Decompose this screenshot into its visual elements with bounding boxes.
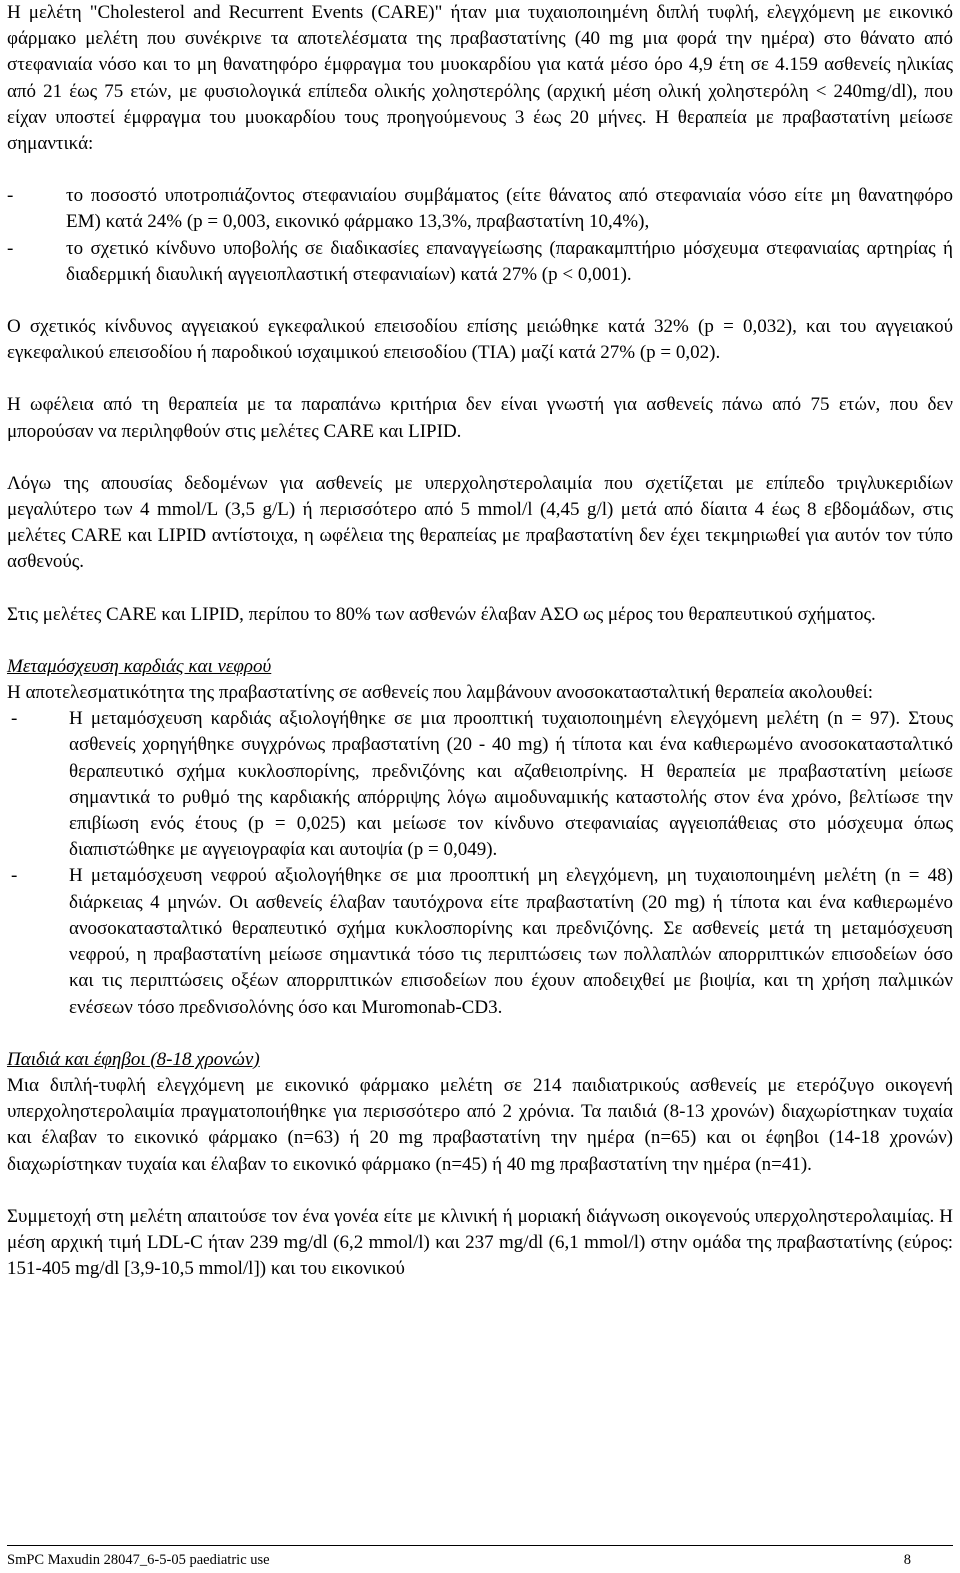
stroke-paragraph: Ο σχετικός κίνδυνος αγγειακού εγκεφαλικού επεισοδίου επίσης μειώθηκε κατά 32% (p = 0,032), και του αγγειακού εγκεφαλικού επεισοδίου ή παροδικού ισχαιμικού επεισοδίου (TIA) μαζί κατά 27% (p = 0,02). [7,316,953,364]
document-page [7,0,953,1282]
spacer [7,288,953,314]
transplant-list [7,706,953,1020]
age-paragraph: Η ωφέλεια από τη θεραπεία με τα παραπάνω κριτήρια δεν είναι γνωστή για ασθενείς πάνω από 75 ετών, που δεν μπορούσαν να περιληφθούν στις μελέτες CARE και LIPID. [7,394,953,442]
list-item-text: το σχετικό κίνδυνο υποβολής σε διαδικασίες επαναγγείωσης (παρακαμπτήριο μόσχευμα στεφανιαίας αρτηρίας ή διαδερμική διαυλική αγγειοπλαστική στεφανιαίων) κατά 27% (p < 0,001). [66,237,953,285]
list-item [7,236,953,288]
list-item [7,183,953,235]
paediatric-paragraph: Μια διπλή-τυφλή ελεγχόμενη με εικονικό φάρμακο μελέτη σε 214 παιδιατρικούς ασθενείς με ετερόζυγο οικογενή υπερχοληστερολαιμία πραγματοποιήθηκε για περισσότερο από 2 χρόνια. Τα παιδιά (8-13 χρονών) διαχωρίστηκαν τυχαία και έλαβαν το εικονικό φάρμακο (n=63) ή 20 mg πραβαστατίνη την ημέρα (n=65) και οι έφηβοι (14-18 χρονών) διαχωρίστηκαν τυχαία και έλαβαν το εικονικό φάρμακο (n=45) ή 40 mg πραβαστατίνη την ημέρα (n=41). [7,1074,953,1175]
spacer [7,628,953,654]
intro-paragraph: Η μελέτη "Cholesterol and Recurrent Events (CARE)" ήταν μια τυχαιοποιημένη διπλή τυφλή, ελεγχόμενη με εικονικό φάρμακο μελέτη που συνέκρινε τα αποτελέσματα της πραβαστατίνης (40 mg μια φορά την ημέρα) στο θάνατο από στεφανιαία νόσο και το μη θανατηφόρο έμφραγμα του μυοκαρδίου για κατά μέσο όρο 4,9 έτη σε 4.159 ασθενείς ηλικίας από 21 έως 75 ετών, με φυσιολογικά επίπεδα ολικής χοληστερόλης (αρχική μέση ολική χοληστερόλη < 240mg/dl), που είχαν υποστεί έμφραγμα του μυοκαρδίου τους προηγούμενους 3 έως 20 μήνες. Η θεραπεία με πραβαστατίνη μείωσε σημαντικά: [7,2,953,155]
participation-paragraph: Συμμετοχή στη μελέτη απαιτούσε τον ένα γονέα είτε με κλινική ή μοριακή διάγνωση οικογενούς υπερχοληστερολαιμίας. Η μέση αρχική τιμή LDL-C ήταν 239 mg/dl (6,2 mmol/l) και 237 mg/dl (6,1 mmol/l) στην ομάδα της πραβαστατίνης (εύρος: 151-405 mg/dl [3,9-10,5 mmol/l]) και του εικονικού [7,1205,953,1280]
list-item [7,706,953,863]
spacer [7,1021,953,1047]
triglyceride-paragraph: Λόγω της απουσίας δεδομένων για ασθενείς με υπερχοληστερολαιμία που σχετίζεται με επίπεδο τριγλυκεριδίων μεγαλύτερο των 4 mmol/L (3,5 g/L) ή περισσότερο από 5 mmol/l (4,45 g/l) μετά από δίαιτα 4 έως 8 εβδομάδων, στις μελέτες CARE και LIPID αντίστοιχα, η ωφέλεια της θεραπείας με πραβαστατίνη δεν έχει τεκμηριωθεί για αυτόν τον τύπο ασθενούς. [7,472,953,573]
spacer [7,366,953,392]
list-item-text: το ποσοστό υποτροπιάζοντος στεφανιαίου συμβάματος (είτε θάνατος από στεφανιαία νόσο είτε μη θανατηφόρο ΕΜ) κατά 24% (p = 0,003, εικονικό φάρμακο 13,3%, πραβαστατίνη 10,4%), [66,185,953,233]
transplant-heading: Μεταμόσχευση καρδιάς και νεφρού [7,655,272,677]
list-dash: - [7,185,14,207]
footer-rule [7,1545,953,1546]
spacer [7,1178,953,1204]
list-item-text: Η μεταμόσχευση καρδιάς αξιολογήθηκε σε μια προοπτική τυχαιοποιημένη ελεγχόμενη μελέτη (n = 97). Στους ασθενείς χορηγήθηκε συγχρόνως πραβαστατίνη (20 - 40 mg) ή τίποτα και ένα καθιερωμένο ανοσοκατασταλτικό θεραπευτικό σχήμα κυκλοσπορίνης, πρεδνιζόνης και αζαθειοπρίνης. Η θεραπεία με πραβαστατίνη μείωσε σημαντικά το ρυθμό της καρδιακής απόρριψης λόγω αιμοδυναμικής καταστολής στον ένα χρόνο, βελτίωσε την επιβίωση ενός έτους (p = 0,025) και μείωσε τον κίνδυνο στεφανιαίας αγγειοπάθειας στο μόσχευμα όπως διαπιστώθηκε με αγγειογραφία και αυτοψία (p = 0,049). [69,708,953,861]
footer-page-number: 8 [903,1552,911,1568]
spacer [7,157,953,183]
list-dash: - [7,237,14,259]
footer-doc-id: SmPC Maxudin 28047_6-5-05 paediatric use [7,1552,270,1568]
list-dash: - [11,708,18,730]
paediatric-heading: Παιδιά και έφηβοι (8-18 χρονών) [7,1048,260,1070]
transplant-intro: Η αποτελεσματικότητα της πραβαστατίνης σε ασθενείς που λαμβάνουν ανοσοκατασταλτική θεραπεία ακολουθεί: [7,682,874,704]
list-dash: - [11,865,18,887]
spacer [7,445,953,471]
spacer [7,576,953,602]
care-results-list [7,183,953,288]
list-item-text: Η μεταμόσχευση νεφρού αξιολογήθηκε σε μια προοπτική μη ελεγχόμενη, μη τυχαιοποιημένη μελέτη (n = 48) διάρκειας 4 μηνών. Οι ασθενείς έλαβαν ταυτόχρονα είτε πραβαστατίνη (20 mg) ή τίποτα και ένα καθιερωμένο ανοσοκατασταλτικό θεραπευτικό σχήμα κυκλοσπορίνης και πρεδνιζόνης. Σε ασθενείς μετά τη μεταμόσχευση νεφρού, η πραβαστατίνη μείωσε σημαντικά τόσο τις περιπτώσεις των πολλαπλών απορριπτικών επισοδείων όσο και τις περιπτώσεις οξέων απορριπτικών επισοδείων που έχουν αποδειχθεί με βιοψία, και τη χρήση παλμικών ενέσεων τόσο πρεδνισολόνης όσο και Muromonab-CD3. [69,865,953,1018]
page-footer [7,1548,911,1569]
aso-paragraph: Στις μελέτες CARE και LIPID, περίπου το 80% των ασθενών έλαβαν ΑΣΟ ως μέρος του θεραπευτικού σχήματος. [7,603,876,625]
list-item [7,863,953,1020]
